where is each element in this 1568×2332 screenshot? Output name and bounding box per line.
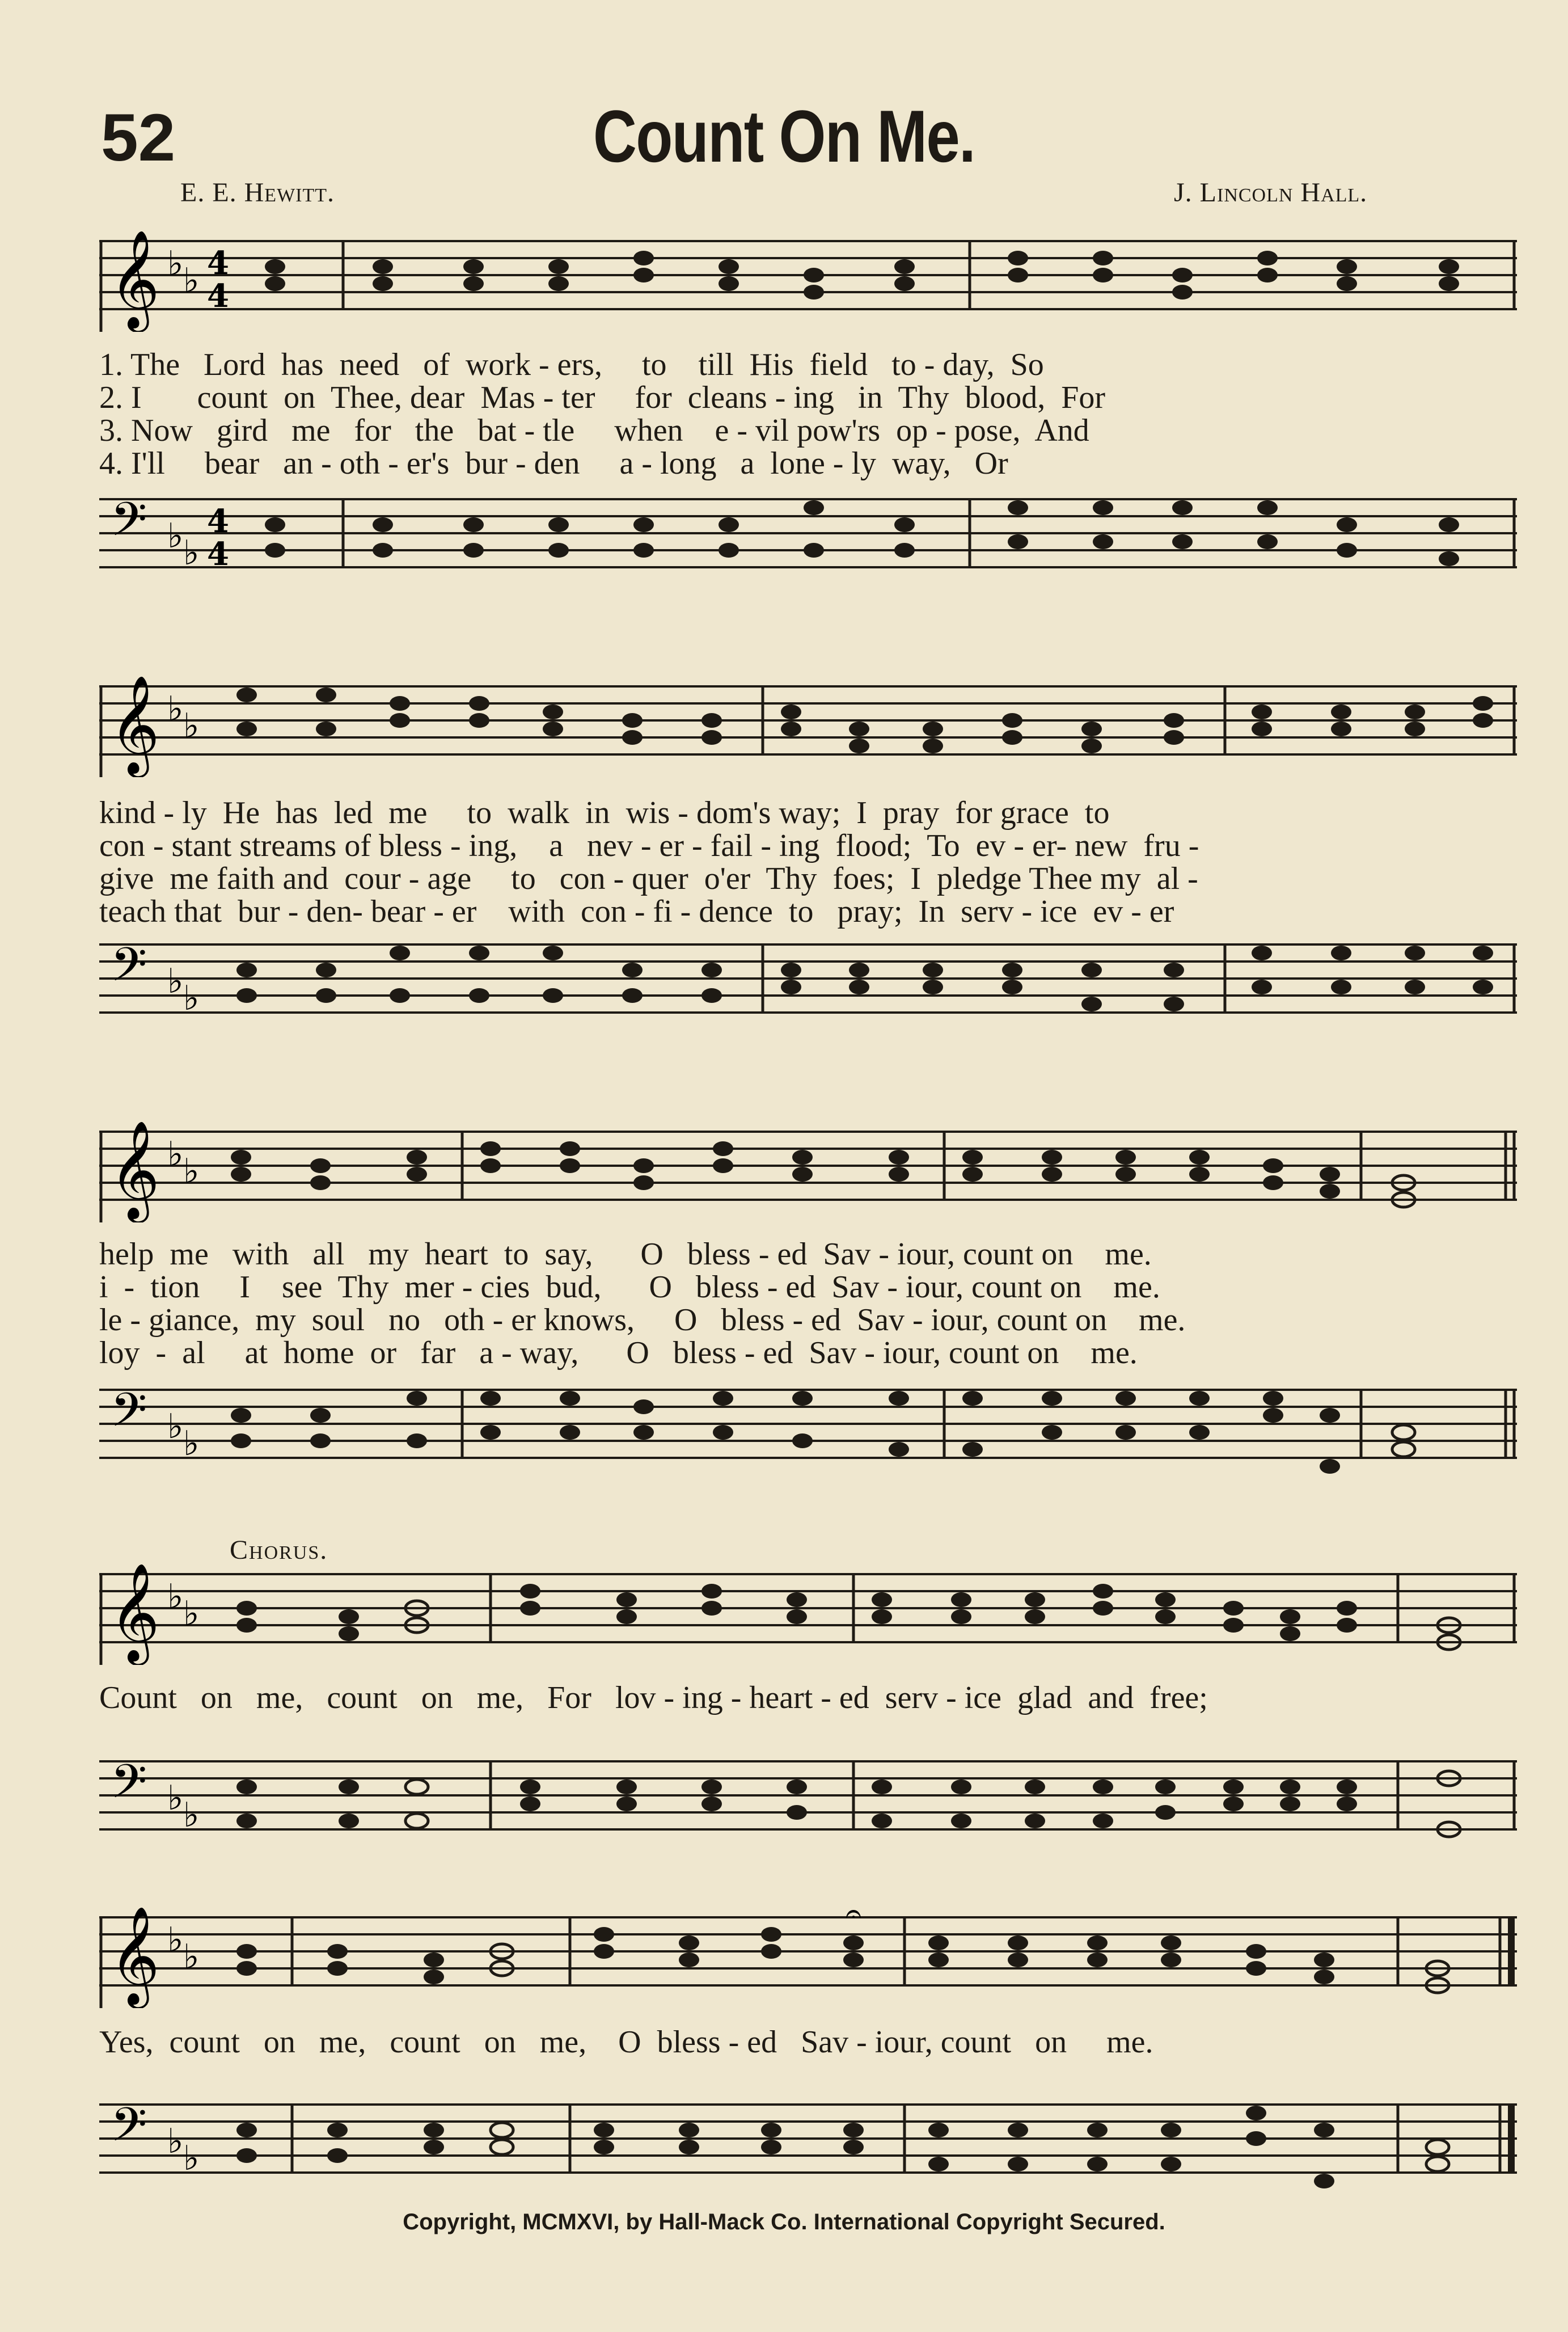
bass-staff-lines xyxy=(99,927,1517,1035)
bass-clef-icon: 𝄢 xyxy=(111,1754,147,1820)
bass-clef-icon: 𝄢 xyxy=(111,492,147,558)
svg-text:4: 4 xyxy=(207,277,229,315)
svg-text:♭: ♭ xyxy=(183,1424,200,1464)
treble-clef-icon: 𝄞 xyxy=(109,1906,160,2005)
svg-text:♭: ♭ xyxy=(167,2122,184,2161)
verse-line-3: give me faith and cour - age to con - quer o'er Thy foes; I pledge Thee my al - xyxy=(99,861,1198,896)
treble-staff-lines xyxy=(99,1900,1517,2008)
verse-line-2: con - stant streams of bless - ing, a nev - er - fail - ing flood; To ev - er- new fru - xyxy=(99,828,1199,863)
svg-text:4: 4 xyxy=(207,244,229,282)
verse-line-1: 1. The Lord has need of work - ers, to till His field to - day, So xyxy=(99,347,1044,382)
bass-staff xyxy=(99,2088,1517,2195)
verse-line-1: help me with all my heart to say, O bless - ed Sav - iour, count on me. xyxy=(99,1237,1152,1272)
treble-clef-icon: 𝄞 xyxy=(109,230,160,328)
treble-staff xyxy=(99,669,1517,777)
svg-text:♭: ♭ xyxy=(167,244,184,284)
svg-text:♭: ♭ xyxy=(167,1920,184,1960)
verse-line-3: le - giance, my soul no oth - er knows, O bless - ed Sav - iour, count on me. xyxy=(99,1302,1186,1338)
svg-text:♭: ♭ xyxy=(183,1594,200,1634)
treble-staff-lines xyxy=(99,224,1517,332)
bass-staff-lines xyxy=(99,1373,1517,1481)
verse-line-4: loy - al at home or far a - way, O bless - ed Sav - iour, count on me. xyxy=(99,1335,1138,1370)
svg-text:♭: ♭ xyxy=(183,261,200,301)
treble-staff-lines xyxy=(99,1115,1517,1222)
copyright-notice: Copyright, MCMXVI, by Hall-Mack Co. International Copyright Secured. xyxy=(403,2209,1165,2234)
bass-staff xyxy=(99,1373,1517,1481)
verse-line-2: 2. I count on Thee, dear Mas - ter for cleans - ing in Thy blood, For xyxy=(99,380,1106,415)
svg-text:4: 4 xyxy=(207,535,229,573)
bass-staff-lines xyxy=(99,1744,1517,1852)
verse-line-1: kind - ly He has led me to walk in wis - dom's way; I pray for grace to xyxy=(99,795,1110,830)
svg-text:4: 4 xyxy=(207,503,229,540)
treble-staff-lines xyxy=(99,1557,1517,1665)
svg-text:♭: ♭ xyxy=(183,2139,200,2178)
bass-staff xyxy=(99,927,1517,1035)
svg-text:♭: ♭ xyxy=(167,1778,184,1818)
chorus-line-2: Yes, count on me, count on me, O bless - ed Sav - iour, count on me. xyxy=(99,2025,1153,2060)
verse-line-3: 3. Now gird me for the bat - tle when e - vil pow'rs op - pose, And xyxy=(99,413,1089,448)
bass-staff-lines xyxy=(99,2088,1517,2195)
svg-text:♭: ♭ xyxy=(167,1407,184,1447)
page-number: 52 xyxy=(101,100,176,175)
treble-clef-icon: 𝄞 xyxy=(109,675,160,774)
treble-staff xyxy=(99,1115,1517,1222)
bass-staff xyxy=(99,1744,1517,1852)
bass-staff-lines xyxy=(99,482,1517,590)
fermata-icon: 𝄐 xyxy=(846,1900,861,1930)
bass-clef-icon: 𝄢 xyxy=(111,2097,147,2164)
svg-text:♭: ♭ xyxy=(167,689,184,729)
treble-staff xyxy=(99,224,1517,332)
verse-line-4: teach that bur - den- bear - er with con - fi - dence to pray; In serv - ice ev - er xyxy=(99,894,1174,929)
svg-text:♭: ♭ xyxy=(167,1577,184,1617)
svg-text:♭: ♭ xyxy=(183,1152,200,1191)
svg-text:♭: ♭ xyxy=(183,533,200,573)
treble-clef-icon: 𝄞 xyxy=(109,1120,160,1219)
treble-staff xyxy=(99,1900,1517,2008)
svg-text:♭: ♭ xyxy=(167,1135,184,1174)
svg-text:♭: ♭ xyxy=(183,1795,200,1835)
svg-text:♭: ♭ xyxy=(183,1937,200,1977)
svg-text:♭: ♭ xyxy=(183,706,200,746)
author-credit: E. E. Hewitt. xyxy=(180,178,335,208)
treble-staff xyxy=(99,1557,1517,1665)
chorus-label: Chorus. xyxy=(230,1535,328,1565)
hymn-title: Count On Me. xyxy=(593,95,975,178)
bass-clef-icon: 𝄢 xyxy=(111,1382,147,1449)
bass-clef-icon: 𝄢 xyxy=(111,937,147,1003)
svg-text:♭: ♭ xyxy=(167,516,184,556)
verse-line-2: i - tion I see Thy mer - cies bud, O bless - ed Sav - iour, count on me. xyxy=(99,1270,1160,1305)
composer-credit: J. Lincoln Hall. xyxy=(1174,178,1368,208)
svg-text:♭: ♭ xyxy=(167,962,184,1001)
verse-line-4: 4. I'll bear an - oth - er's bur - den a - long a lone - ly way, Or xyxy=(99,446,1008,481)
bass-staff xyxy=(99,482,1517,590)
svg-text:♭: ♭ xyxy=(183,979,200,1018)
treble-staff-lines xyxy=(99,669,1517,777)
treble-clef-icon: 𝄞 xyxy=(109,1563,160,1662)
chorus-line-1: Count on me, count on me, For lov - ing - heart - ed serv - ice glad and free; xyxy=(99,1680,1208,1715)
